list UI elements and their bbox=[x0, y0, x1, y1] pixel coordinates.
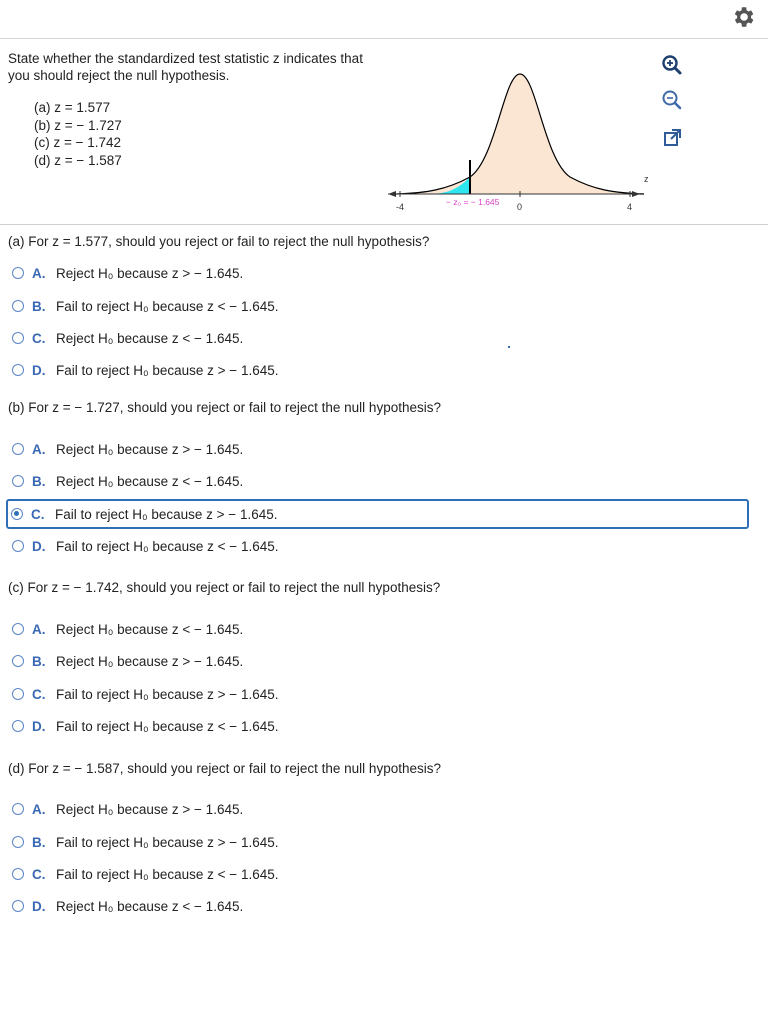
problem-statement bbox=[8, 50, 398, 84]
radio-button[interactable] bbox=[12, 364, 24, 376]
normal-curve-graph bbox=[386, 64, 654, 214]
question-d-option-d[interactable] bbox=[8, 894, 748, 920]
option-letter: D. bbox=[32, 899, 46, 914]
z-value-b: (b) z = − 1.727 bbox=[34, 117, 122, 133]
option-text: Fail to reject H₀ because z < − 1.645. bbox=[56, 539, 279, 554]
axis-arrow-left bbox=[388, 191, 396, 197]
zoom-in-icon[interactable] bbox=[661, 54, 683, 76]
question-b-option-d[interactable] bbox=[8, 534, 748, 560]
tick-label-0: 0 bbox=[517, 202, 523, 212]
question-b: (b) For z = − 1.727, should you reject or fail to reject the null hypothesis? bbox=[8, 400, 441, 415]
open-external-icon[interactable] bbox=[661, 127, 683, 149]
radio-button[interactable] bbox=[12, 688, 24, 700]
option-text: Fail to reject H₀ because z > − 1.645. bbox=[56, 835, 279, 850]
option-letter: D. bbox=[32, 719, 46, 734]
question-c-option-b[interactable] bbox=[8, 649, 748, 675]
option-letter: C. bbox=[32, 687, 46, 702]
question-c-option-c[interactable] bbox=[8, 682, 748, 708]
question-d: (d) For z = − 1.587, should you reject or fail to reject the null hypothesis? bbox=[8, 761, 441, 776]
question-c-option-d[interactable] bbox=[8, 714, 748, 740]
curve-fill bbox=[396, 74, 644, 194]
question-c: (c) For z = − 1.742, should you reject or fail to reject the null hypothesis? bbox=[8, 580, 441, 595]
question-a-option-b[interactable] bbox=[8, 294, 748, 320]
question-a-option-c[interactable] bbox=[8, 326, 748, 352]
option-text: Fail to reject H₀ because z > − 1.645. bbox=[56, 687, 279, 702]
z-value-a: (a) z = 1.577 bbox=[34, 100, 111, 115]
question-a-option-d[interactable] bbox=[8, 358, 748, 384]
z-value-d: (d) z = − 1.587 bbox=[34, 152, 122, 168]
option-letter: B. bbox=[32, 474, 46, 489]
option-letter: A. bbox=[32, 266, 46, 281]
radio-button[interactable] bbox=[12, 475, 24, 487]
option-text: Reject H₀ because z > − 1.645. bbox=[56, 802, 244, 817]
question-b-option-b[interactable] bbox=[8, 469, 748, 495]
prompt-line-1: State whether the standardized test statistic z indicates that bbox=[8, 51, 363, 66]
question-b-option-a[interactable] bbox=[8, 437, 748, 463]
option-letter: C. bbox=[31, 507, 45, 522]
radio-button[interactable] bbox=[12, 803, 24, 815]
axis-arrow-right bbox=[632, 191, 640, 197]
tick-label-4: 4 bbox=[627, 202, 633, 212]
option-text: Reject H₀ because z > − 1.645. bbox=[56, 654, 244, 669]
radio-button[interactable] bbox=[12, 836, 24, 848]
radio-button[interactable] bbox=[12, 623, 24, 635]
top-toolbar bbox=[0, 0, 768, 39]
option-letter: D. bbox=[32, 539, 46, 554]
radio-button[interactable] bbox=[12, 332, 24, 344]
prompt-line-2: you should reject the null hypothesis. bbox=[8, 68, 230, 83]
tick-label-neg4: -4 bbox=[396, 202, 405, 212]
radio-button[interactable] bbox=[12, 540, 24, 552]
option-letter: D. bbox=[32, 363, 46, 378]
question-d-option-b[interactable] bbox=[8, 830, 748, 856]
option-letter: A. bbox=[32, 442, 46, 457]
option-text: Reject H₀ because z > − 1.645. bbox=[56, 442, 244, 457]
option-letter: A. bbox=[32, 622, 46, 637]
option-text: Fail to reject H₀ because z < − 1.645. bbox=[56, 719, 279, 734]
radio-button[interactable] bbox=[12, 900, 24, 912]
section-divider bbox=[0, 224, 768, 225]
zoom-out-icon[interactable] bbox=[661, 89, 683, 111]
question-d-option-c[interactable] bbox=[8, 862, 748, 888]
option-letter: B. bbox=[32, 299, 46, 314]
question-c-option-a[interactable] bbox=[8, 617, 748, 643]
z-value-c: (c) z = − 1.742 bbox=[34, 135, 122, 150]
z-axis-label: z bbox=[644, 174, 649, 184]
radio-button[interactable] bbox=[12, 300, 24, 312]
option-text: Reject H₀ because z < − 1.645. bbox=[56, 622, 244, 637]
option-letter: C. bbox=[32, 867, 46, 882]
option-text: Fail to reject H₀ because z > − 1.645. bbox=[55, 507, 278, 522]
question-b-option-c-selected[interactable] bbox=[6, 499, 749, 529]
option-letter: B. bbox=[32, 835, 46, 850]
radio-button[interactable] bbox=[12, 443, 24, 455]
radio-button[interactable] bbox=[12, 720, 24, 732]
radio-button-selected[interactable] bbox=[11, 508, 23, 520]
option-text: Reject H₀ because z > − 1.645. bbox=[56, 266, 244, 281]
option-text: Fail to reject H₀ because z > − 1.645. bbox=[56, 363, 279, 378]
critical-value-label: − z₀ = − 1.645 bbox=[446, 197, 500, 207]
gear-icon[interactable] bbox=[730, 4, 756, 30]
question-a: (a) For z = 1.577, should you reject or fail to reject the null hypothesis? bbox=[8, 234, 430, 249]
radio-button[interactable] bbox=[12, 868, 24, 880]
option-letter: A. bbox=[32, 802, 46, 817]
option-text: Fail to reject H₀ because z < − 1.645. bbox=[56, 867, 279, 882]
question-d-option-a[interactable] bbox=[8, 797, 748, 823]
option-text: Reject H₀ because z < − 1.645. bbox=[56, 899, 244, 914]
radio-button[interactable] bbox=[12, 267, 24, 279]
option-text: Reject H₀ because z < − 1.645. bbox=[56, 331, 244, 346]
option-text: Fail to reject H₀ because z < − 1.645. bbox=[56, 299, 279, 314]
option-letter: C. bbox=[32, 331, 46, 346]
stray-dot bbox=[508, 346, 510, 348]
z-values-list bbox=[34, 99, 122, 169]
question-a-option-a[interactable] bbox=[8, 261, 748, 287]
option-letter: B. bbox=[32, 654, 46, 669]
option-text: Reject H₀ because z < − 1.645. bbox=[56, 474, 244, 489]
radio-button[interactable] bbox=[12, 655, 24, 667]
